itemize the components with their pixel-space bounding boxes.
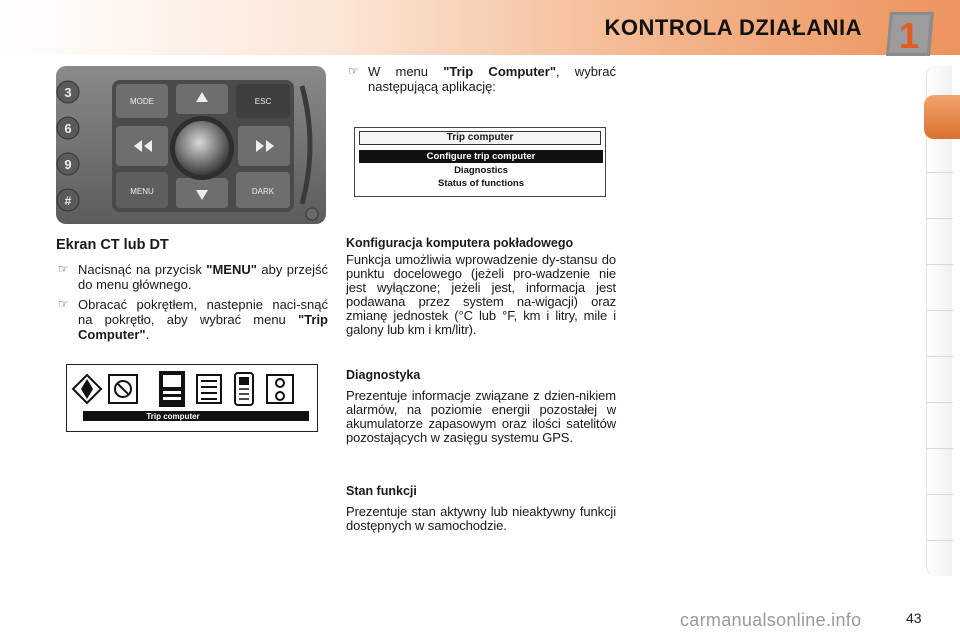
watermark: carmanualsonline.info [680, 610, 862, 630]
chapter-badge [884, 10, 938, 58]
chapter-tab-divider [927, 494, 953, 495]
mode-button-label: MODE [130, 97, 154, 106]
section-title: Konfiguracja komputera pokładowego [346, 236, 574, 250]
section-body: Prezentuje stan aktywny lub nieaktywny funkcji dostępnych w samochodzie. [346, 504, 616, 533]
instruction-item: ☞ W menu "Trip Computer", wybrać następującą aplikację: [348, 64, 616, 94]
settings-icon [267, 375, 293, 403]
navigation-icon [73, 375, 101, 403]
chapter-tab-divider [927, 356, 953, 357]
audio-icon [197, 375, 221, 403]
chapter-number: 1 [898, 15, 920, 56]
pointing-hand-icon: ☞ [58, 262, 69, 276]
chapter-tab-divider [927, 540, 953, 541]
trip-screen-title: Trip computer [359, 131, 601, 145]
instruction-list-left [56, 262, 328, 347]
esc-button-label: ESC [254, 97, 272, 106]
preset-button-9: 9 [64, 157, 72, 172]
main-menu-screen [66, 364, 318, 432]
menu-button-label: MENU [130, 187, 154, 196]
chapter-tab-divider [927, 402, 953, 403]
trip-menu-item-diagnostics[interactable]: Diagnostics [454, 165, 508, 176]
menu-caption: Trip computer [146, 412, 200, 421]
section-body: Funkcja umożliwia wprowadzenie dy-stansu do punktu docelowego (jeżeli pro-wadzenie nie jest wyłączone; jeżeli jest, informacja jest podawana przez system na-wigacji) oraz zmianę jednostek (°C lub °F, km i litry, mile i galony lub km i km/litr). [346, 252, 616, 337]
chapter-tab-divider [927, 218, 953, 219]
preset-button-3: 3 [64, 85, 72, 100]
preset-button-6: 6 [64, 121, 72, 136]
traffic-info-icon [109, 375, 137, 403]
section-configure [346, 236, 616, 337]
chapter-tab-divider [927, 448, 953, 449]
chapter-tab-divider [927, 172, 953, 173]
trip-computer-icon [159, 371, 185, 407]
pointing-hand-icon: ☞ [58, 297, 69, 311]
chapter-tab-active [924, 95, 960, 139]
pointing-hand-icon: ☞ [348, 64, 359, 78]
section-diagnostics [346, 368, 616, 445]
dark-button-label: DARK [251, 187, 275, 196]
section-body: Prezentuje informacje związane z dzien-nikiem alarmów, na poziomie energii pozostałej w akumulatorze zapasowym oraz ilości satelitów pozostających w zasięgu systemu GPS. [346, 388, 616, 445]
trip-menu-item-configure[interactable]: Configure trip computer [359, 150, 603, 163]
chapter-tabs [926, 66, 952, 576]
telephone-icon [235, 373, 253, 405]
instruction-item: ☞ Obracać pokrętłem, nastepnie naci-snąć na pokrętło, aby wybrać menu "Trip Computer". [58, 297, 328, 342]
trip-menu-item-status[interactable]: Status of functions [437, 178, 525, 189]
page-title: KONTROLA DZIAŁANIA [604, 15, 862, 40]
radio-control-panel-photo [56, 66, 326, 224]
section-title: Stan funkcji [346, 484, 417, 498]
chapter-tab-divider [927, 264, 953, 265]
preset-button-hash: # [64, 194, 72, 208]
menu-icons-strip [67, 365, 317, 431]
page-header [0, 0, 960, 62]
trip-computer-screen [354, 127, 606, 197]
page-number: 43 [906, 610, 922, 626]
rotary-knob [175, 121, 229, 175]
section-title: Diagnostyka [346, 368, 421, 382]
chapter-tab-divider [927, 310, 953, 311]
section-status [346, 484, 616, 533]
instruction-item: ☞ Nacisnąć na przycisk "MENU" aby przejść do menu głównego. [58, 262, 328, 292]
section-heading-screen: Ekran CT lub DT [56, 237, 169, 253]
instruction-item-right [346, 64, 616, 99]
